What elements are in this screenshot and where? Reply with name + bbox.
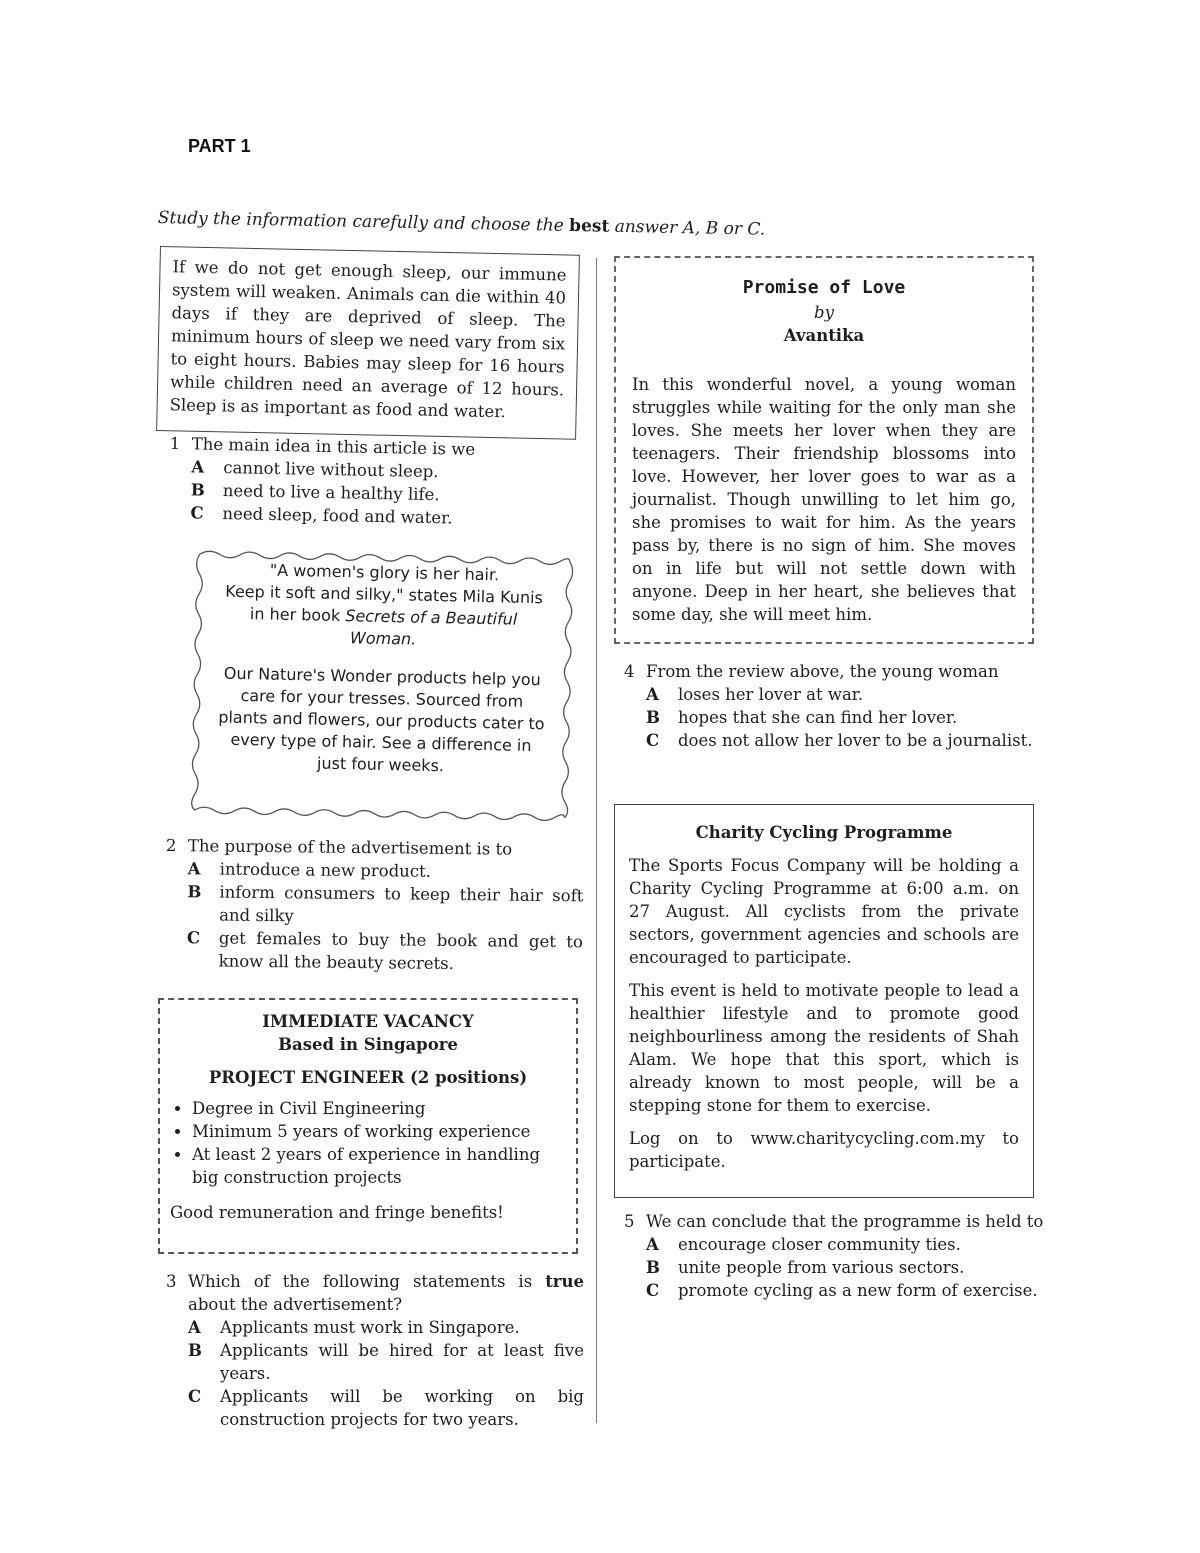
vacancy-footer: Good remuneration and fringe benefits! <box>170 1203 504 1222</box>
question-number: 1 <box>169 433 181 454</box>
option-c: C Applicants will be working on big construction projects for two years. <box>188 1387 584 1429</box>
instruction-text: Study the information carefully and choose the best answer A, B or C. <box>157 208 766 240</box>
question-5: 5 We can conclude that the programme is held to A encourage closer community ties. B unite people from various sectors. C promote cycling as a new form of exercise. <box>624 1212 1044 1300</box>
option-c: C promote cycling as a new form of exercise. <box>646 1281 1038 1300</box>
review-title: Promise of Love <box>742 277 906 298</box>
vacancy-location: Based in Singapore <box>278 1035 458 1054</box>
list-item: • Degree in Civil Engineering <box>192 1097 566 1120</box>
review-author: Avantika <box>783 326 865 345</box>
option-b: B need to live a healthy life. <box>190 480 440 505</box>
sleep-article-box <box>156 246 580 440</box>
option-b: B Applicants will be hired for at least five years. <box>188 1341 584 1383</box>
question-1 <box>168 432 590 532</box>
question-stem: The main idea in this article is we <box>191 434 476 459</box>
sleep-article-text: If we do not get enough sleep, our immune system will weaken. Animals can die within 40 days if they are deprived of sleep. The minimum hours of sleep we need vary from six to eight hours. Babies may sleep for 16 hours while children need an average of 12 hours. Sleep is as important as food and water. <box>169 257 567 422</box>
charity-para-3: Log on to www.charitycycling.com.my to participate. <box>629 1129 1019 1171</box>
question-3: 3 Which of the following statements is true about the advertisement? A Applicants must work in Singapore. B Applicants will be hired for at least five years. C Applicants will be working on big construction projects for two years. <box>166 1272 584 1429</box>
hair-advertisement-box <box>190 548 574 824</box>
vacancy-position: PROJECT ENGINEER (2 positions) <box>208 1068 528 1087</box>
charity-title: Charity Cycling Programme <box>695 823 953 842</box>
review-by: by <box>814 303 834 322</box>
option-b: B hopes that she can find her lover. <box>646 708 958 727</box>
charity-cycling-box <box>614 804 1034 1198</box>
job-vacancy-box <box>158 998 578 1254</box>
option-a: A encourage closer community ties. <box>646 1235 961 1254</box>
book-review-box <box>614 256 1034 644</box>
question-4: 4 From the review above, the young woman A loses her lover at war. B hopes that she can find her lover. C does not allow her lover to be a journalist. <box>624 660 1044 752</box>
review-body: In this wonderful novel, a young woman struggles while waiting for the only man she loves. She meets her lover when they are teenagers. Their friendship blossoms into love. However, her lover goes to war as a journalist. Though unwilling to let him go, she promises to wait for him. As the years pass by, there is no sign of him. She moves on in life but will not settle down with anyone. Deep in her heart, she believes that some day, she will meet him. <box>632 375 1016 624</box>
advert-quote: "A women's glory is her hair. Keep it soft and silky," states Mila Kunis in her book Secrets of a Beautiful Woman. <box>225 560 544 649</box>
requirements-list <box>170 1097 566 1189</box>
question-2: 2 The purpose of the advertisement is to A introduce a new product. B inform consumers to keep their hair soft and silky C get females to buy the book and get to know all the beauty secrets. <box>165 834 584 976</box>
column-divider <box>596 258 597 1423</box>
option-b: B inform consumers to keep their hair soft and silky <box>187 882 584 926</box>
option-c: C get females to buy the book and get to know all the beauty secrets. <box>186 928 583 974</box>
advert-body: Our Nature's Wonder products help you care for your tresses. Sourced from plants and flowers, our products cater to every type of hair. See a difference in just four weeks. <box>218 663 545 776</box>
option-a: A introduce a new product. <box>187 859 432 881</box>
list-item: • At least 2 years of experience in handling big construction projects <box>192 1143 566 1189</box>
option-a: A cannot live without sleep. <box>191 457 439 482</box>
option-c: C does not allow her lover to be a journalist. <box>646 731 1033 750</box>
part-heading: PART 1 <box>188 136 251 156</box>
option-c: C need sleep, food and water. <box>190 503 453 528</box>
vacancy-title: IMMEDIATE VACANCY <box>262 1012 474 1031</box>
charity-para-2: This event is held to motivate people to lead a healthier lifestyle and to promote good neighbourliness among the residents of Shah Alam. We hope that this sport, which is already known to most people, will be a stepping stone for them to exercise. <box>629 981 1019 1115</box>
list-item: • Minimum 5 years of working experience <box>192 1120 566 1143</box>
option-a: A loses her lover at war. <box>646 685 864 704</box>
charity-para-1: The Sports Focus Company will be holding a Charity Cycling Programme at 6:00 a.m. on 27 August. All cyclists from the private sectors, government agencies and schools are encouraged to participate. <box>629 856 1019 967</box>
option-b: B unite people from various sectors. <box>646 1258 965 1277</box>
option-a: A Applicants must work in Singapore. <box>188 1318 520 1337</box>
